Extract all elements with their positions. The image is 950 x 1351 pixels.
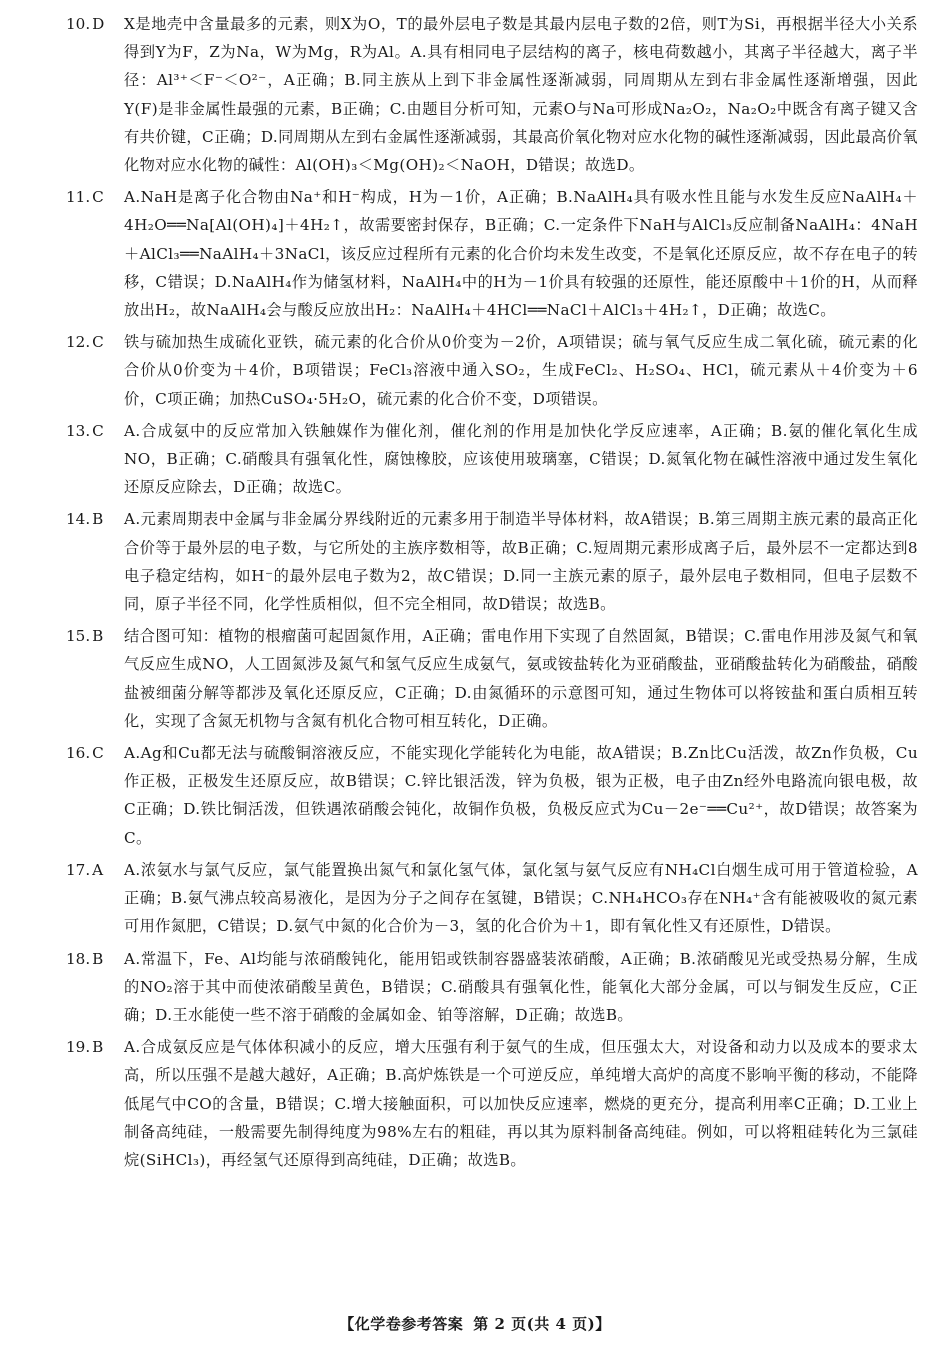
answer-letter: B (92, 1038, 104, 1057)
answer-letter: C (92, 333, 104, 352)
answer-letter: B (92, 510, 104, 529)
question-number: 13. (66, 421, 91, 440)
footer-title: 【化学卷参考答案 (339, 1315, 464, 1333)
answer-letter: A (92, 860, 104, 879)
answer-item-12 (66, 328, 918, 413)
answer-item-19 (66, 1033, 918, 1174)
answer-letter: D (92, 15, 105, 33)
answer-item-16 (66, 739, 918, 852)
answer-item-11 (66, 183, 918, 324)
explanation-text: 铁与硫加热生成硫化亚铁，硫元素的化合价从0价变为－2价，A项错误；硫与氧气反应生成二氧化硫，硫元素的化合价从0价变为＋4价，B项错误；FeCl₃溶液中通入SO₂，生成FeCl₂、H₂SO₄、HCl，硫元素从＋4价变为＋6价，C项正确；加热CuSO₄·5H₂O，硫元素的化合价不变，D项错误。 (124, 333, 918, 408)
question-number: 19. (66, 1038, 91, 1057)
question-number: 14. (66, 510, 91, 529)
item-number (66, 328, 124, 356)
question-number: 12. (66, 333, 91, 352)
answer-item-15 (66, 622, 918, 735)
item-number (66, 945, 124, 973)
answer-letter: C (92, 188, 104, 207)
item-number (66, 1033, 124, 1061)
item-number (66, 856, 124, 884)
question-number: 18. (66, 949, 91, 968)
answer-item-13 (66, 417, 918, 502)
explanation-text: A.合成氨中的反应常加入铁触媒作为催化剂，催化剂的作用是加快化学反应速率，A正确；B.氨的催化氧化生成NO，B正确；C.硝酸具有强氧化性，腐蚀橡胶，应该使用玻璃塞，C错误；D.氮氧化物在碱性溶液中通过发生氧化还原反应除去，D正确；故选C。 (124, 421, 918, 497)
explanation-text: X是地壳中含量最多的元素，则X为O，T的最外层电子数是其最内层电子数的2倍，则T为Si，再根据半径大小关系得到Y为F，Z为Na，W为Mg，R为Al。A.具有相同电子层结构的离子，核电荷数越小，其离子半径越大，离子半径：Al³⁺＜F⁻＜O²⁻，A正确；B.同主族从上到下非金属性逐渐减弱，同周期从左到右非金属性逐渐增强，因此Y(F)是非金属性最强的元素，B正确；C.由题目分析可知，元素O与Na可形成Na₂O₂，Na₂O₂中既含有离子键又含有共价键，C正确；D.同周期从左到右金属性逐渐减弱，其最高价氧化物对应水化物的碱性逐渐减弱，因此最高价氧化物对应水化物的碱性：Al(OH)₃＜Mg(OH)₂＜NaOH，D错误；故选D。 (124, 15, 918, 175)
explanation-text: A.常温下，Fe、Al均能与浓硝酸钝化，能用铝或铁制容器盛装浓硝酸，A正确；B.浓硝酸见光或受热易分解，生成的NO₂溶于其中而使浓硝酸呈黄色，B错误；C.硝酸具有强氧化性，能氧化大部分金属，可以与铜发生反应，C正确；D.王水能使一些不溶于硝酸的金属如金、铂等溶解，D正确；故选B。 (124, 949, 918, 1024)
footer-page-number: 第 2 页(共 4 页)】 (473, 1315, 611, 1333)
explanation-text: A.浓氨水与氯气反应，氯气能置换出氮气和氯化氢气体，氯化氢与氨气反应有NH₄Cl白烟生成可用于管道检验，A正确；B.氨气沸点较高易液化，是因为分子之间存在氢键，B错误；C.NH₄HCO₃存在NH₄⁺含有能被吸收的氮元素可用作氮肥，C错误；D.氨气中氮的化合价为－3，氢的化合价为＋1，即有氧化性又有还原性，D错误。 (124, 860, 918, 936)
explanation-text: A.合成氨反应是气体体积减小的反应，增大压强有利于氨气的生成，但压强太大，对设备和动力以及成本的要求太高，所以压强不是越大越好，A正确；B.高炉炼铁是一个可逆反应，单纯增大高炉的高度不影响平衡的移动，不能降低尾气中CO的含量，B错误；C.增大接触面积，可以加快反应速率，燃烧的更充分，提高利用率C正确；D.工业上制备高纯硅，一般需要先制得纯度为98%左右的粗硅，再以其为原料制备高纯硅。例如，可以将粗硅转化为三氯硅烷(SiHCl₃)，再经氢气还原得到高纯硅，D正确；故选B。 (124, 1038, 918, 1169)
item-number (66, 10, 124, 38)
answer-item-17 (66, 856, 918, 941)
explanation-text: A.NaH是离子化合物由Na⁺和H⁻构成，H为－1价，A正确；B.NaAlH₄具有吸水性且能与水发生反应NaAlH₄＋4H₂O══Na[Al(OH)₄]＋4H₂↑，故需要密封保存，B正确；C.一定条件下NaH与AlCl₃反应制备NaAlH₄：4NaH＋AlCl₃══NaAlH₄＋3NaCl，该反应过程所有元素的化合价均未发生改变，不是氧化还原反应，故不存在电子的转移，C错误；D.NaAlH₄作为储氢材料，NaAlH₄中的H为－1价具有较强的还原性，能还原酸中＋1价的H，从而释放出H₂，故NaAlH₄会与酸反应放出H₂：NaAlH₄＋4HCl══NaCl＋AlCl₃＋4H₂↑，D正确；故选C。 (124, 188, 918, 320)
item-number (66, 739, 124, 767)
answer-list (66, 10, 918, 1178)
answer-item-10 (66, 10, 918, 179)
item-number (66, 505, 124, 533)
answer-letter: B (92, 949, 104, 968)
question-number: 10. (66, 15, 91, 33)
answer-letter: C (92, 421, 104, 440)
explanation-text: A.元素周期表中金属与非金属分界线附近的元素多用于制造半导体材料，故A错误；B.第三周期主族元素的最高正化合价等于最外层的电子数，与它所处的主族序数相等，故B正确；C.短周期元素形成离子后，最外层不一定都达到8电子稳定结构，如H⁻的最外层电子数为2，故C错误；D.同一主族元素的原子，最外层电子数相同，但电子层数不同，原子半径不同，化学性质相似，但不完全相同，故D错误；故选B。 (124, 510, 918, 614)
page-footer (0, 1313, 950, 1334)
explanation-text: A.Ag和Cu都无法与硫酸铜溶液反应，不能实现化学能转化为电能，故A错误；B.Zn比Cu活泼，故Zn作负极，Cu作正极，正极发生还原反应，故B错误；C.锌比银活泼，锌为负极，银为正极，电子由Zn经外电路流向银电极，故C正确；D.铁比铜活泼，但铁遇浓硝酸会钝化，故铜作负极，负极反应式为Cu－2e⁻══Cu²⁺，故D错误；故答案为C。 (124, 744, 918, 847)
question-number: 15. (66, 627, 91, 646)
answer-letter: B (92, 627, 104, 646)
item-number (66, 622, 124, 650)
question-number: 11. (66, 188, 91, 207)
answer-item-14 (66, 505, 918, 618)
question-number: 16. (66, 744, 91, 763)
answer-letter: C (92, 744, 104, 763)
item-number (66, 183, 124, 211)
question-number: 17. (66, 860, 91, 879)
item-number (66, 417, 124, 445)
answer-item-18 (66, 945, 918, 1030)
explanation-text: 结合图可知：植物的根瘤菌可起固氮作用，A正确；雷电作用下实现了自然固氮，B错误；C.雷电作用涉及氮气和氧气反应生成NO，人工固氮涉及氮气和氢气反应生成氨气，氨或铵盐转化为亚硝酸盐，亚硝酸盐转化为硝酸盐，硝酸盐被细菌分解等都涉及氧化还原反应，C正确；D.由氮循环的示意图可知，通过生物体可以将铵盐和蛋白质相互转化，实现了含氮无机物与含氮有机化合物可相互转化，D正确。 (124, 627, 918, 730)
